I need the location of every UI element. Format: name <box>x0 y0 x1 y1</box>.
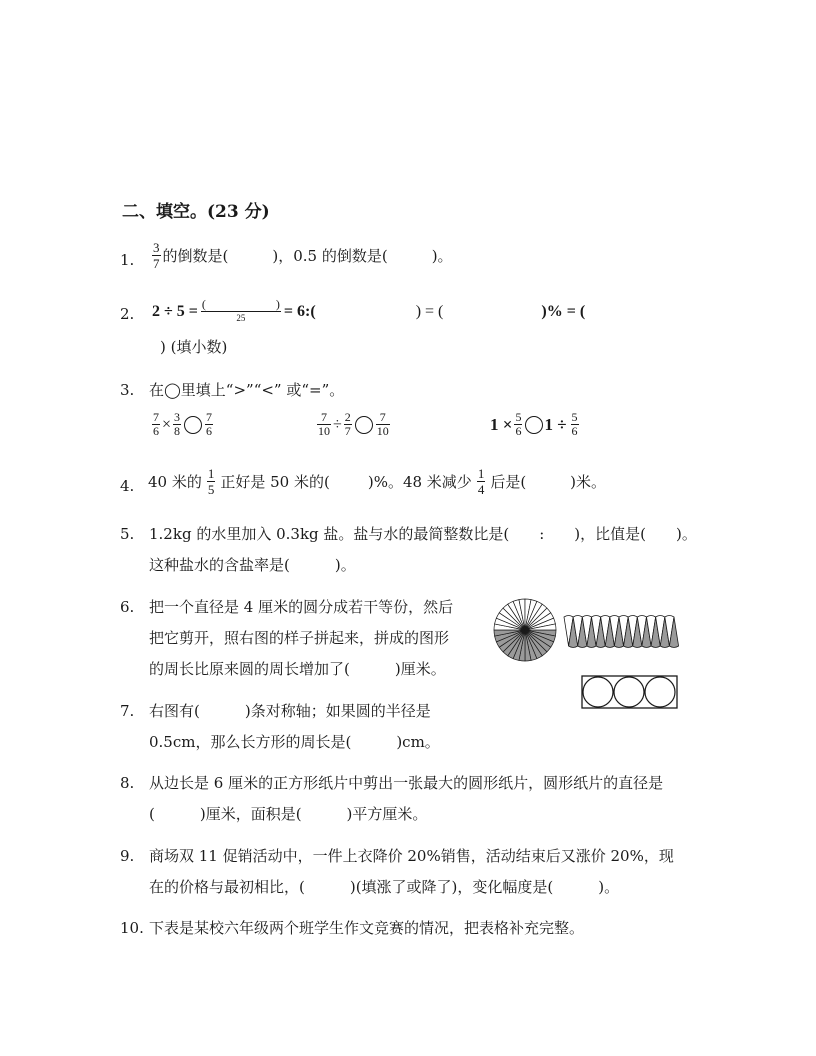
question-2-number: 2. <box>120 305 135 323</box>
question-2-line2: ) (填小数) <box>160 338 228 356</box>
question-10-line1: 下表是某校六年级两个班学生作文竞赛的情况，把表格补充完整。 <box>149 919 585 937</box>
question-1-text-a: 的倒数是( <box>162 246 229 265</box>
question-7-number: 7. <box>120 702 135 720</box>
question-8-line1: 从边长是 6 厘米的正方形纸片中剪出一张最大的圆形纸片，圆形纸片的直径是 <box>149 774 664 792</box>
question-8-number: 8. <box>120 774 135 792</box>
compare-circle-blank[interactable] <box>184 416 202 434</box>
fraction: $\frac{7}{10}$ <box>376 410 389 438</box>
rectangle <box>582 676 677 708</box>
question-2 <box>152 298 585 325</box>
question-5-number: 5. <box>120 525 135 543</box>
question-4-number: 4. <box>120 477 135 495</box>
question-4-text-b: 正好是 50 米的( <box>220 472 330 491</box>
question-5-line2: 这种盐水的含盐率是( )。 <box>149 556 356 574</box>
fraction: $\frac{5}{6}$ <box>571 410 578 438</box>
question-7-line1: 右图有( )条对称轴；如果圆的半径是 <box>149 702 431 720</box>
fraction: $\frac{3}{8}$ <box>174 410 181 438</box>
rearranged-strip <box>564 616 679 648</box>
question-1-number: 1. <box>120 251 135 269</box>
fraction: $\frac{5}{6}$ <box>515 410 522 438</box>
circle-rearrange-figure <box>490 595 690 665</box>
fraction: $\frac{3}{7}$ <box>153 240 160 271</box>
fraction: $\frac{7}{6}$ <box>153 410 159 438</box>
question-2-eq: ) = ( <box>415 302 444 320</box>
compare-a: $\frac{7}{6}$ × $\frac{3}{8}$ $\frac{7}{6}$ <box>153 410 213 438</box>
inscribed-circle <box>614 677 644 707</box>
fraction: $\frac{1}{4}$ <box>477 466 485 497</box>
compare-b: $\frac{7}{10}$ ÷ $\frac{2}{7}$ $\frac{7}{10}$ <box>318 410 389 438</box>
question-1-text-c: )。 <box>431 246 453 265</box>
question-4-text-a: 40 米的 <box>148 472 202 491</box>
fraction: $\frac{7}{10}$ <box>318 410 330 438</box>
question-6-number: 6. <box>120 598 135 616</box>
rectangle-circles-figure <box>580 674 680 710</box>
question-9-line1: 商场双 11 促销活动中，一件上衣降价 20%销售，活动结束后又涨价 20%，现 <box>149 847 674 865</box>
question-9-number: 9. <box>120 847 135 865</box>
question-1 <box>150 240 453 271</box>
question-3-number: 3. <box>120 381 135 399</box>
inscribed-circle <box>583 677 613 707</box>
compare-circle-blank[interactable] <box>355 416 373 434</box>
question-7-line2: 0.5cm，那么长方形的周长是( )cm。 <box>149 733 440 751</box>
compare-c: 1 × $\frac{5}{6}$ 1 ÷ $\frac{5}{6}$ <box>490 410 578 438</box>
question-2-ratio: = 6:( <box>283 302 316 320</box>
inscribed-circle <box>645 677 675 707</box>
divided-circle <box>494 599 556 661</box>
question-4-text-e: )米。 <box>570 472 607 491</box>
fraction: $\frac{1}{5}$ <box>207 466 215 497</box>
compare-circle-blank[interactable] <box>525 416 543 434</box>
question-6-line1: 把一个直径是 4 厘米的圆分成若干等份，然后 <box>149 598 454 616</box>
question-1-text-b: )，0.5 的倒数是( <box>272 246 388 265</box>
question-2-pct: )% = ( <box>541 302 586 320</box>
section-title: 二、填空。(23 分) <box>122 202 270 222</box>
question-2-expr: 2 ÷ 5 = <box>152 302 198 320</box>
question-6-line3: 的周长比原来圆的周长增加了( )厘米。 <box>149 660 446 678</box>
question-4 <box>148 466 606 497</box>
question-8-line2: ( )厘米，面积是( )平方厘米。 <box>149 805 428 823</box>
question-10-number: 10. <box>120 919 144 937</box>
fraction: $\frac{2}{7}$ <box>344 410 351 438</box>
question-3-instruction: 在◯里填上“>”“<” 或“=”。 <box>149 381 345 399</box>
question-4-text-d: 后是( <box>490 472 527 491</box>
fraction: $\frac{7}{6}$ <box>206 410 213 438</box>
fraction-blank: ( ) 25 <box>201 297 280 323</box>
question-4-text-c: )%。48 米减少 <box>367 472 472 491</box>
inscribed-circles <box>583 677 675 707</box>
question-9-line2: 在的价格与最初相比，( )(填涨了或降了)，变化幅度是( )。 <box>149 878 620 896</box>
question-5-line1: 1.2kg 的水里加入 0.3kg 盐。盐与水的最简整数比是( : )，比值是( )。 <box>149 525 697 543</box>
question-6-line2: 把它剪开，照右图的样子拼起来，拼成的图形 <box>149 629 450 647</box>
